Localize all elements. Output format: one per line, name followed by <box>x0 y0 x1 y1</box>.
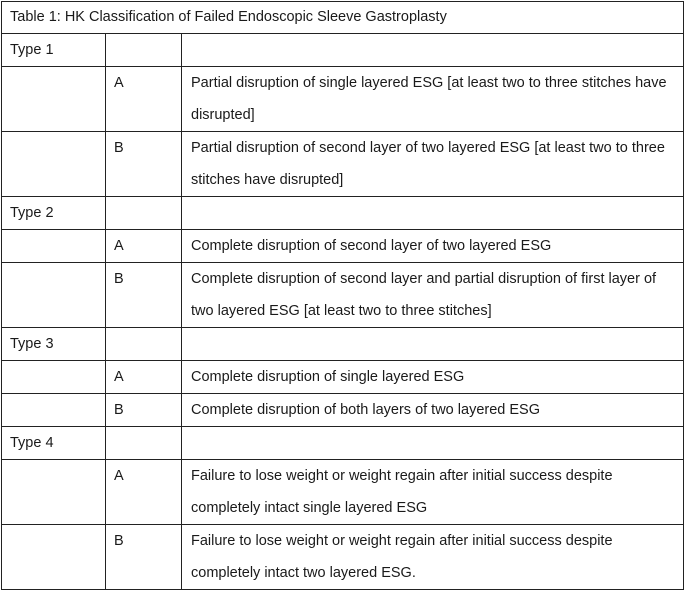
classification-table <box>1 1 684 590</box>
empty-cell <box>2 67 106 132</box>
subtype-label: A <box>106 67 182 132</box>
caption-row <box>2 2 684 34</box>
table-row <box>2 230 684 263</box>
subtype-description: Complete disruption of single layered ESG <box>182 361 684 394</box>
type-label: Type 1 <box>2 34 106 67</box>
empty-cell <box>106 197 182 230</box>
table-title: Table 1: HK Classification of Failed Endoscopic Sleeve Gastroplasty <box>2 2 684 34</box>
empty-cell <box>106 427 182 460</box>
type-label: Type 4 <box>2 427 106 460</box>
empty-cell <box>182 328 684 361</box>
subtype-label: A <box>106 361 182 394</box>
empty-cell <box>2 132 106 197</box>
subtype-label: B <box>106 263 182 328</box>
empty-cell <box>182 427 684 460</box>
empty-cell <box>2 263 106 328</box>
subtype-description: Partial disruption of second layer of two layered ESG [at least two to three stitches have disrupted] <box>182 132 684 197</box>
empty-cell <box>182 197 684 230</box>
type-header-row <box>2 197 684 230</box>
type-header-row <box>2 34 684 67</box>
type-header-row <box>2 328 684 361</box>
table-row <box>2 67 684 132</box>
table-row <box>2 394 684 427</box>
empty-cell <box>2 394 106 427</box>
empty-cell <box>2 361 106 394</box>
table-row <box>2 460 684 525</box>
table-row <box>2 132 684 197</box>
subtype-description: Failure to lose weight or weight regain after initial success despite completely intact two layered ESG. <box>182 525 684 590</box>
subtype-label: B <box>106 132 182 197</box>
subtype-description: Failure to lose weight or weight regain after initial success despite completely intact single layered ESG <box>182 460 684 525</box>
table-row <box>2 525 684 590</box>
empty-cell <box>2 525 106 590</box>
table-row <box>2 263 684 328</box>
table-row <box>2 361 684 394</box>
empty-cell <box>2 230 106 263</box>
subtype-label: A <box>106 230 182 263</box>
type-header-row <box>2 427 684 460</box>
subtype-description: Complete disruption of both layers of two layered ESG <box>182 394 684 427</box>
subtype-description: Partial disruption of single layered ESG [at least two to three stitches have disrupted] <box>182 67 684 132</box>
empty-cell <box>2 460 106 525</box>
type-label: Type 2 <box>2 197 106 230</box>
type-label: Type 3 <box>2 328 106 361</box>
subtype-label: B <box>106 525 182 590</box>
subtype-label: A <box>106 460 182 525</box>
empty-cell <box>106 34 182 67</box>
subtype-description: Complete disruption of second layer and partial disruption of first layer of two layered ESG [at least two to three stitches] <box>182 263 684 328</box>
subtype-description: Complete disruption of second layer of two layered ESG <box>182 230 684 263</box>
subtype-label: B <box>106 394 182 427</box>
empty-cell <box>182 34 684 67</box>
empty-cell <box>106 328 182 361</box>
